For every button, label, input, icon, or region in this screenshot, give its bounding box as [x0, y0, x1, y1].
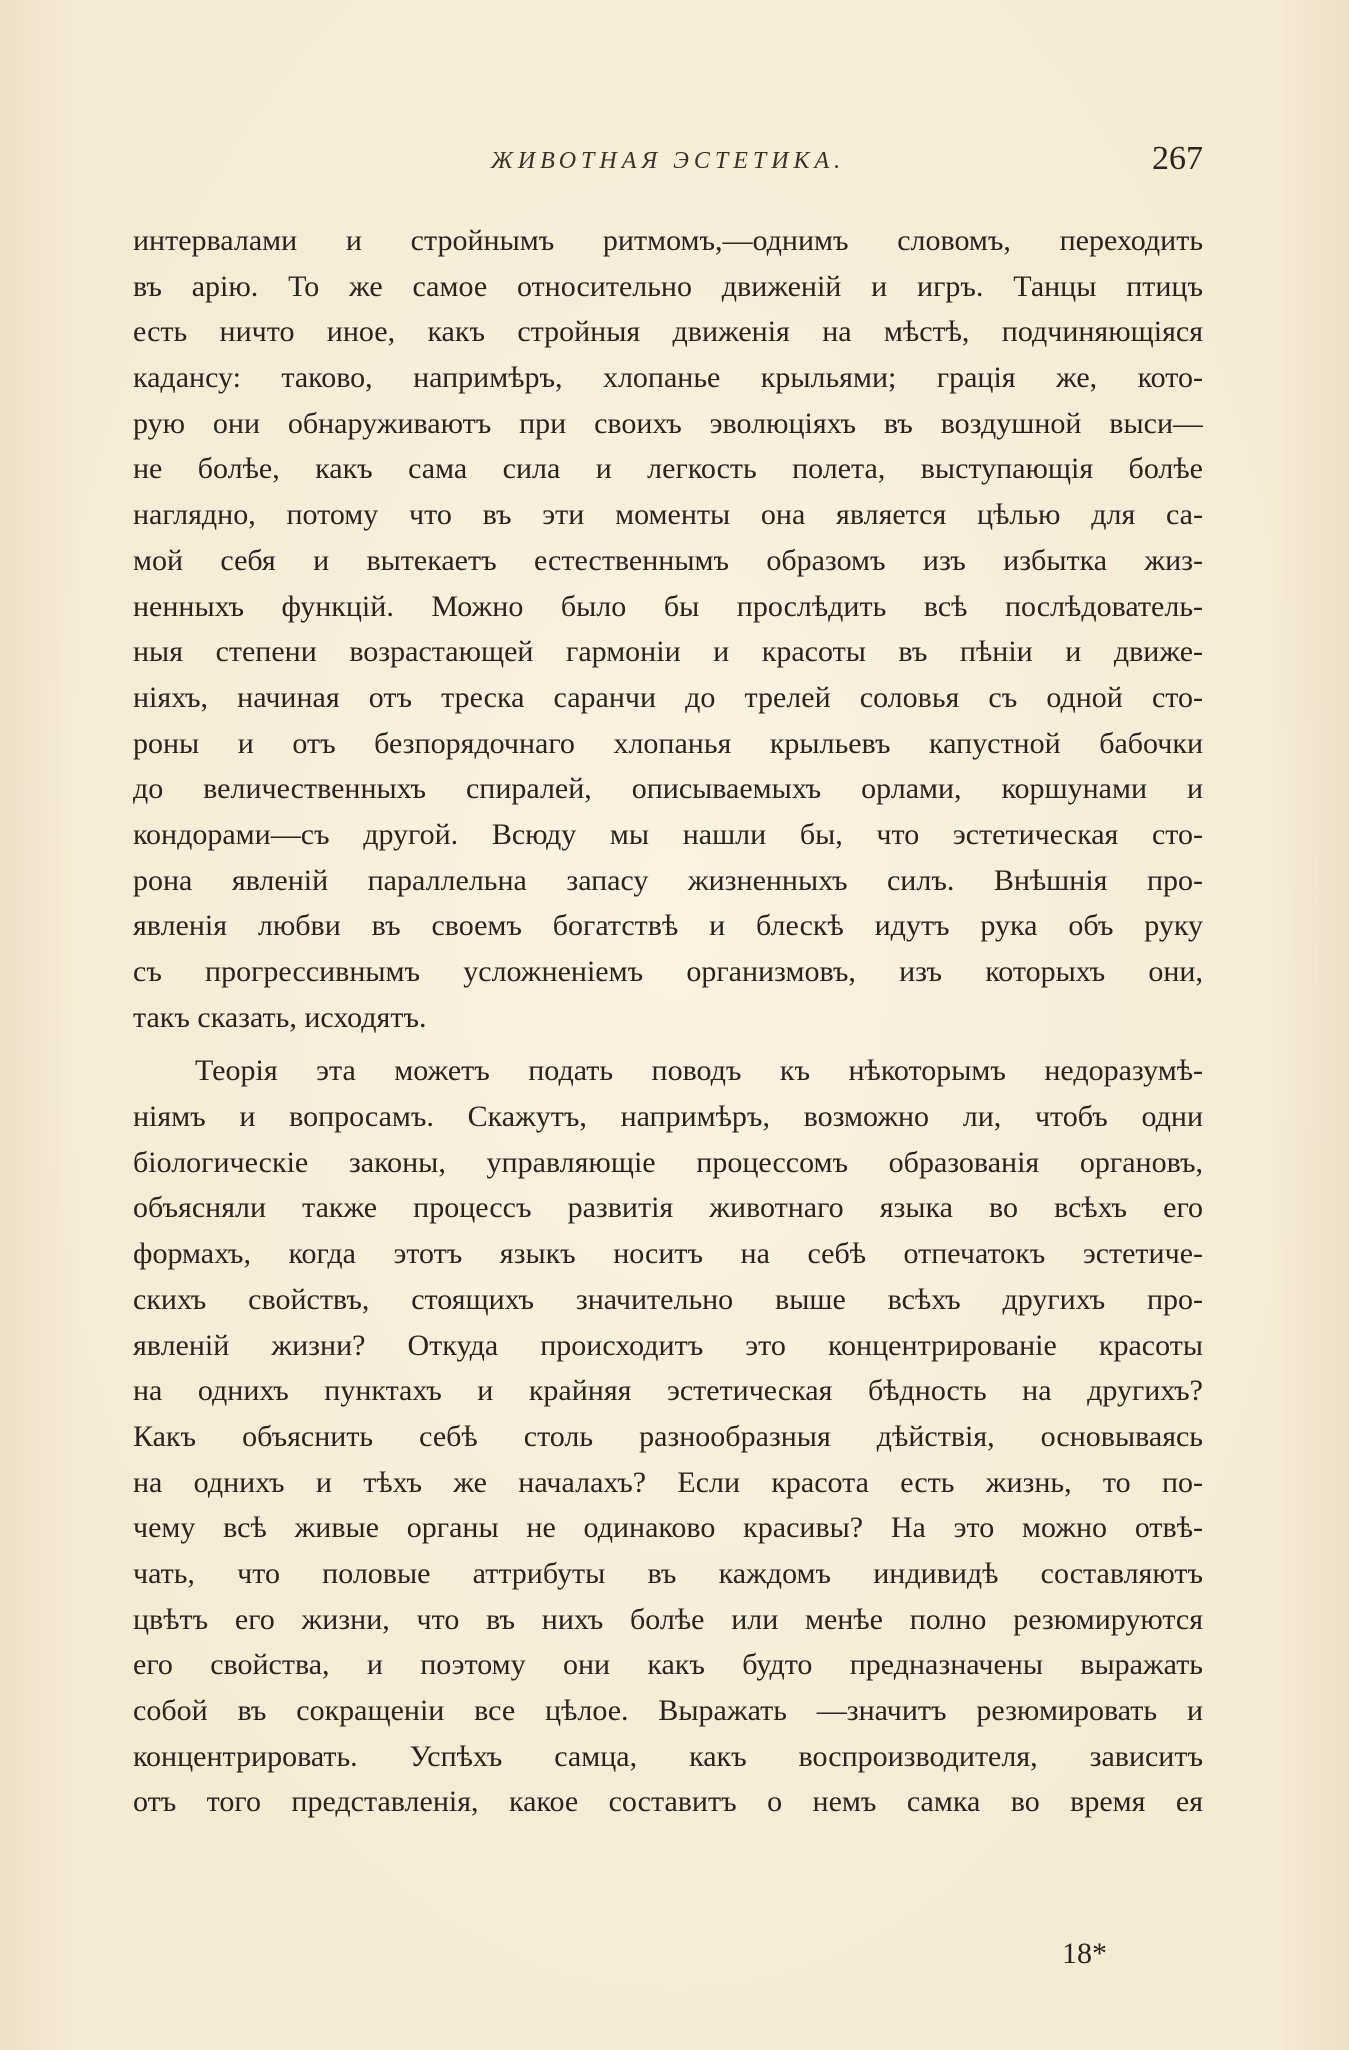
text-line: скихъ свойствъ, стоящихъ значительно выше всѣхъ другихъ про-	[133, 1282, 1203, 1316]
text-line: явленій жизни? Откуда происходитъ это концентрированіе красоты	[133, 1328, 1203, 1362]
paragraph-gap	[133, 1040, 1203, 1048]
text-line: формахъ, когда этотъ языкъ носитъ на себѣ отпечатокъ эстетиче-	[133, 1237, 1203, 1271]
paragraph	[133, 218, 1203, 1040]
text-line: наглядно, потому что въ эти моменты она является цѣлью для са-	[133, 498, 1203, 532]
printer-signature-mark: 18*	[1062, 1937, 1107, 1970]
text-line: кадансу: таково, напримѣръ, хлопанье крыльями; грація же, кото-	[133, 361, 1203, 395]
text-line: мой себя и вытекаетъ естественнымъ образомъ изъ избытка жиз-	[133, 543, 1203, 577]
text-line: чать, что половые аттрибуты въ каждомъ индивидѣ составляютъ	[133, 1556, 1203, 1590]
text-line: собой въ сокращеніи все цѣлое. Выражать —значитъ резюмировать и	[133, 1694, 1203, 1727]
text-line: рую они обнаруживаютъ при своихъ эволюціяхъ въ воздушной выси—	[133, 406, 1203, 440]
text-line: явленія любви въ своемъ богатствѣ и блескѣ идутъ рука объ руку	[133, 909, 1203, 943]
text-line: его свойства, и поэтому они какъ будто предназначены выражать	[133, 1648, 1203, 1682]
text-line: на однихъ и тѣхъ же началахъ? Если красота есть жизнь, то по-	[133, 1465, 1203, 1499]
text-line: съ прогрессивнымъ усложненіемъ организмовъ, изъ которыхъ они,	[133, 955, 1203, 988]
text-line: концентрировать. Успѣхъ самца, какъ воспроизводителя, зависитъ	[133, 1739, 1203, 1773]
text-line: ненныхъ функцій. Можно было бы прослѣдить всѣ послѣдователь-	[133, 589, 1203, 623]
text-line: роны и отъ безпорядочнаго хлопанья крыльевъ капустной бабочки	[133, 726, 1203, 760]
text-line: ныя степени возрастающей гармоніи и красоты въ пѣніи и движе-	[133, 635, 1203, 669]
text-line: въ арію. То же самое относительно движеній и игръ. Танцы птицъ	[133, 269, 1203, 303]
text-body	[133, 218, 1203, 1825]
text-line: кондорами—съ другой. Всюду мы нашли бы, что эстетическая сто-	[133, 817, 1203, 851]
page-number: 267	[1152, 140, 1203, 177]
text-line: Какъ объяснить себѣ столь разнообразныя дѣйствія, основываясь	[133, 1419, 1203, 1453]
text-line: на однихъ пунктахъ и крайняя эстетическая бѣдность на другихъ?	[133, 1374, 1203, 1408]
text-line: объясняли также процессъ развитія животнаго языка во всѣхъ его	[133, 1191, 1203, 1225]
text-line: есть ничто иное, какъ стройныя движенія на мѣстѣ, подчиняющіяся	[133, 315, 1203, 349]
text-line: чему всѣ живые органы не одинаково красивы? На это можно отвѣ-	[133, 1511, 1203, 1545]
text-line: Теорія эта можетъ подать поводъ къ нѣкоторымъ недоразумѣ-	[195, 1054, 1203, 1088]
text-line: ніяхъ, начиная отъ треска саранчи до трелей соловья съ одной сто-	[133, 680, 1203, 714]
text-line: цвѣтъ его жизни, что въ нихъ болѣе или менѣе полно резюмируются	[133, 1602, 1203, 1636]
text-line: рона явленій параллельна запасу жизненныхъ силъ. Внѣшнія про-	[133, 863, 1203, 897]
text-line: біологическіе законы, управляющіе процессомъ образованія органовъ,	[133, 1145, 1203, 1179]
paragraph	[133, 1048, 1203, 1825]
text-line: не болѣе, какъ сама сила и легкость полета, выступающія болѣе	[133, 452, 1203, 486]
text-line: такъ сказать, исходятъ.	[133, 1000, 427, 1034]
text-line: до величественныхъ спиралей, описываемыхъ орлами, коршунами и	[133, 772, 1203, 806]
text-line: интервалами и стройнымъ ритмомъ,—однимъ словомъ, переходить	[133, 224, 1203, 257]
running-head	[133, 140, 1203, 184]
text-line: отъ того представленія, какое составитъ о немъ самка во время ея	[133, 1785, 1203, 1819]
text-line: ніямъ и вопросамъ. Скажутъ, напримѣръ, возможно ли, чтобъ одни	[133, 1100, 1203, 1134]
running-head-title: ЖИВОТНАЯ ЭСТЕТИКА.	[490, 148, 846, 174]
